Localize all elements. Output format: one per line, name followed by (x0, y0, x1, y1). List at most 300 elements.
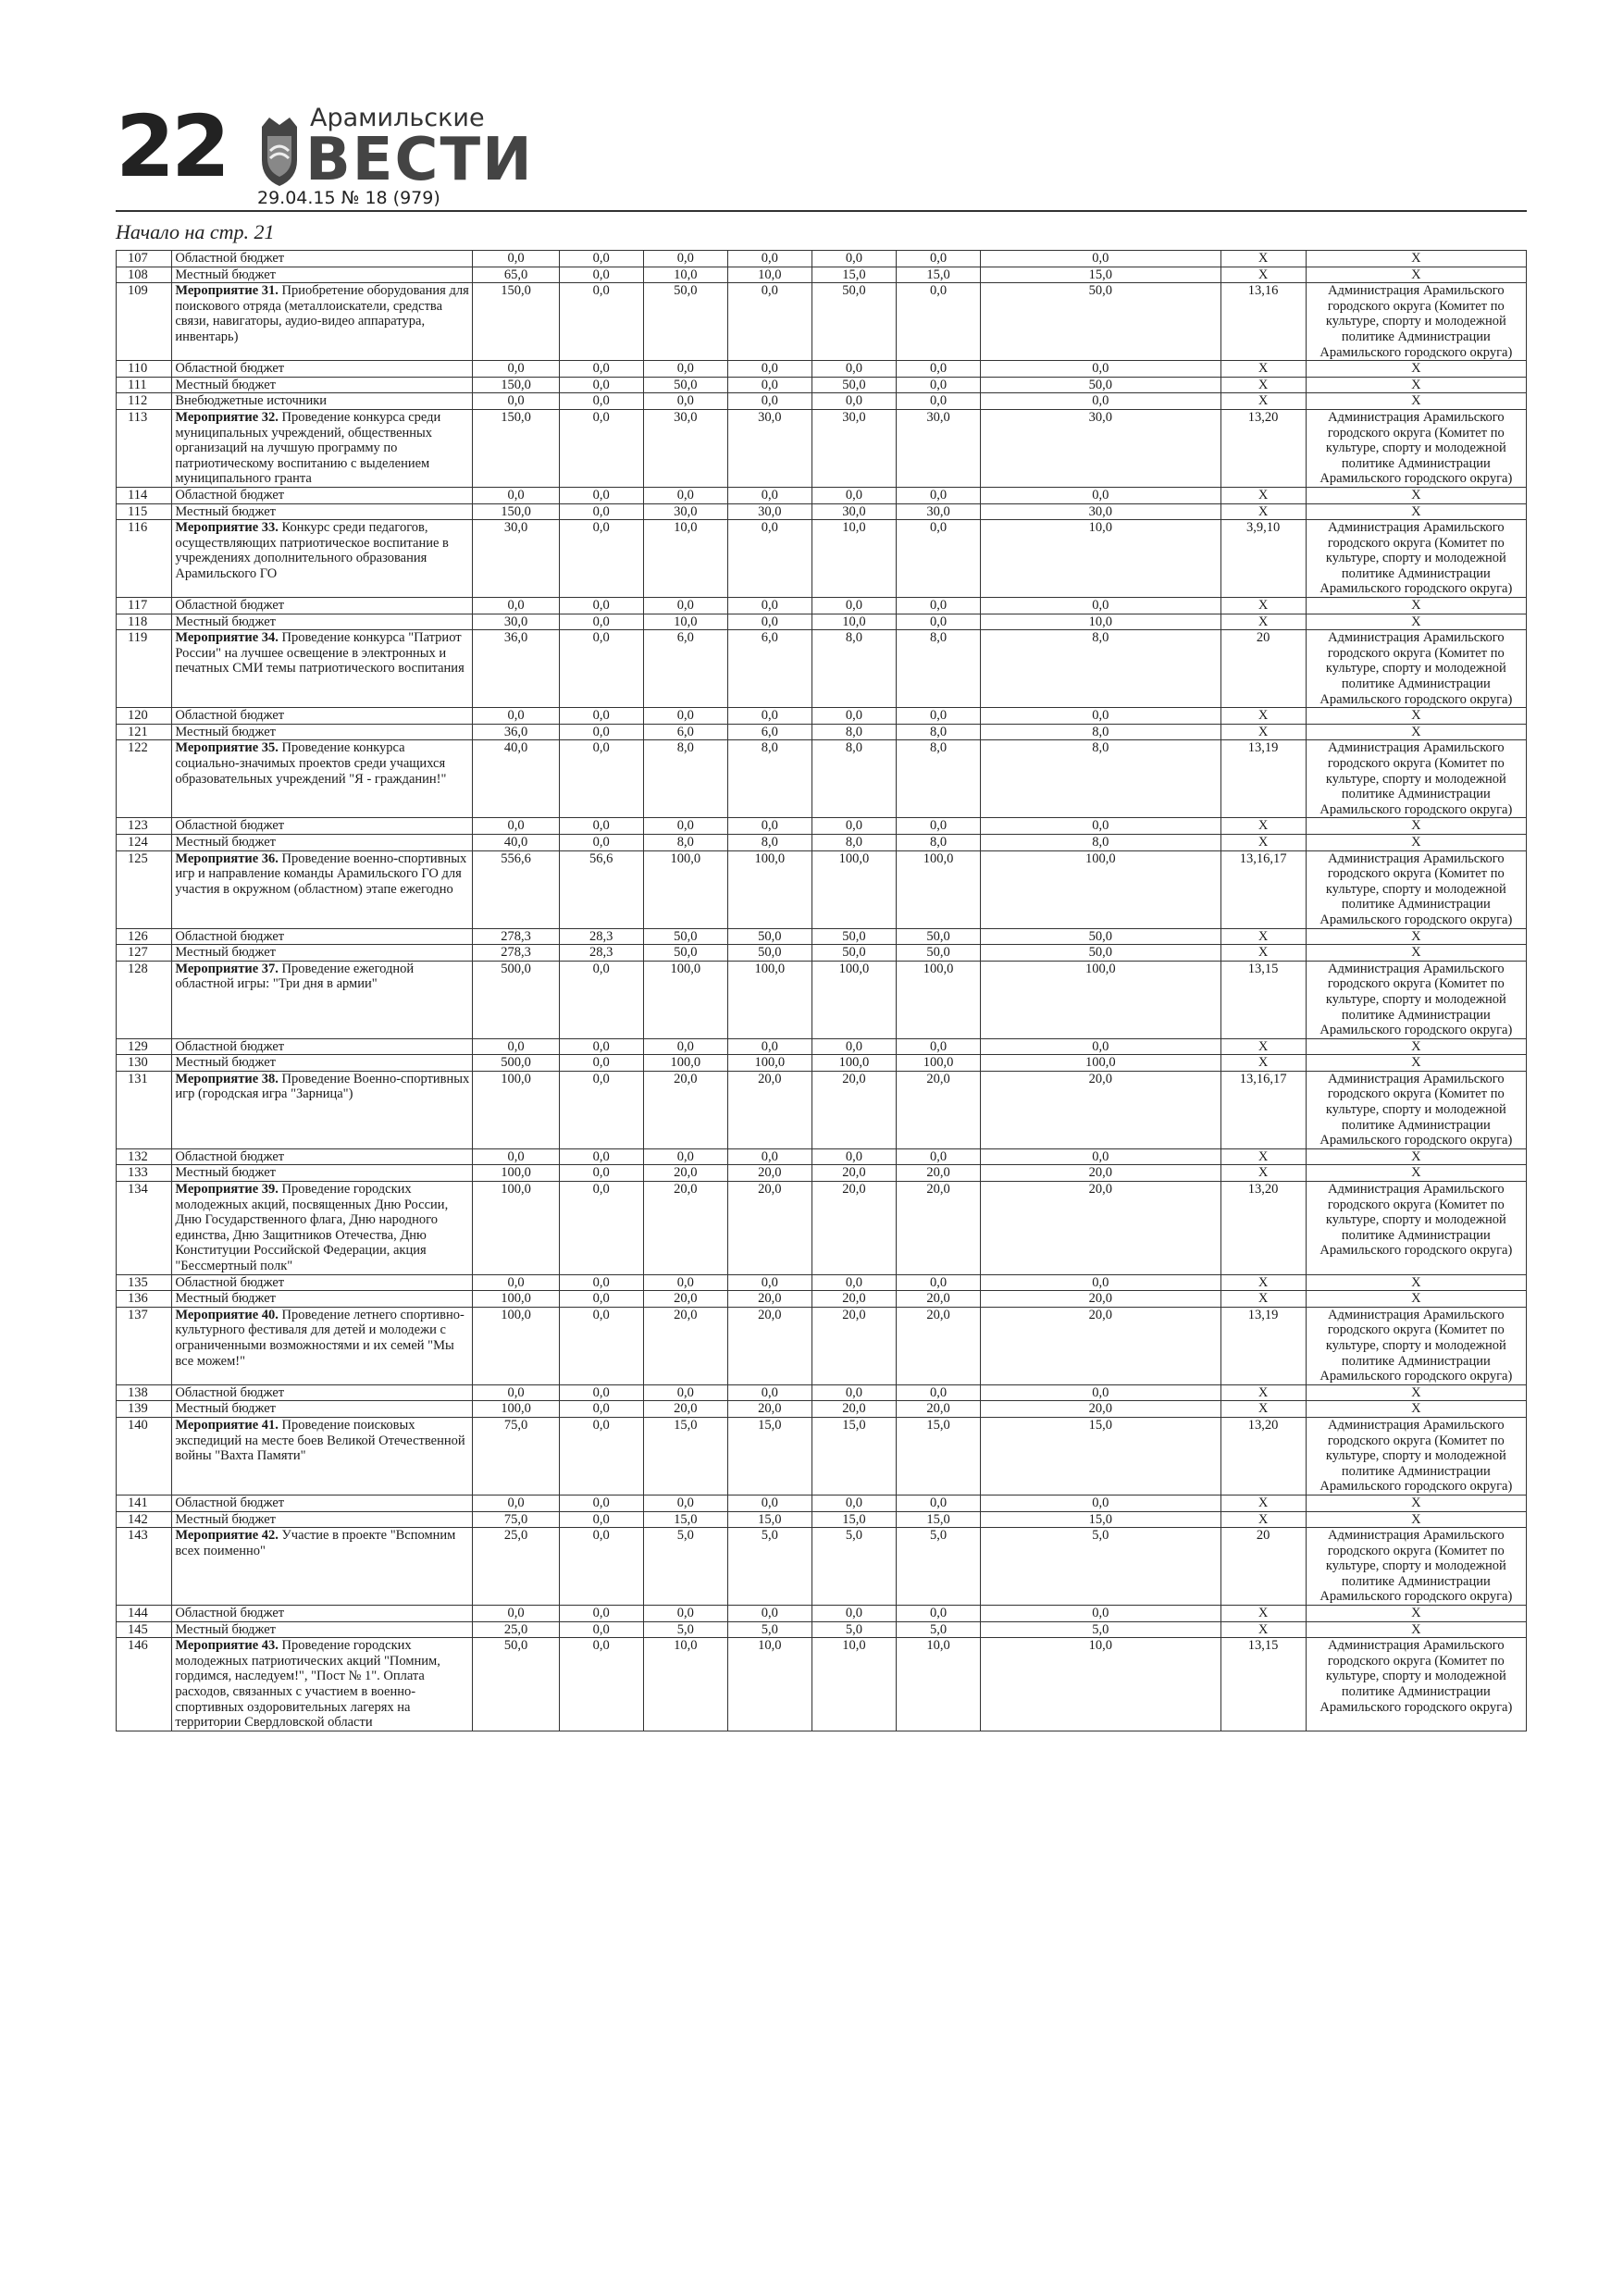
executor-cell: Х (1306, 361, 1526, 378)
value-cell: 0,0 (727, 708, 812, 725)
value-cell: 0,0 (727, 1274, 812, 1291)
value-cell: 5,0 (812, 1621, 896, 1638)
target-indicator-cell: Х (1220, 361, 1306, 378)
header-divider (116, 210, 1527, 212)
value-cell: 0,0 (559, 834, 643, 850)
table-row (117, 520, 1527, 598)
target-indicator-cell: Х (1220, 1401, 1306, 1418)
table-row (117, 614, 1527, 630)
value-cell: 10,0 (812, 614, 896, 630)
executor-cell: Администрация Арамильского городского округа (Комитет по культуре, спорту и молодежной политике Администрации Арамильского городского округа) (1306, 1071, 1526, 1148)
value-cell: 0,0 (727, 1606, 812, 1622)
value-cell: 50,0 (727, 928, 812, 945)
value-cell: 15,0 (643, 1417, 727, 1495)
table-row (117, 283, 1527, 361)
value-cell: 25,0 (473, 1528, 559, 1606)
table-row (117, 1148, 1527, 1165)
value-cell: 0,0 (896, 1384, 980, 1401)
value-cell: 0,0 (473, 1148, 559, 1165)
value-cell: 10,0 (727, 1638, 812, 1731)
value-cell: 0,0 (559, 961, 643, 1038)
measure-label: Мероприятие 37. (175, 961, 279, 976)
value-cell: 0,0 (812, 1148, 896, 1165)
executor-cell: Х (1306, 1606, 1526, 1622)
measure-label: Мероприятие 34. (175, 630, 279, 646)
value-cell: 20,0 (981, 1401, 1220, 1418)
value-cell: 0,0 (896, 251, 980, 267)
table-row (117, 834, 1527, 850)
table-row (117, 409, 1527, 487)
value-cell: 8,0 (643, 834, 727, 850)
value-cell: 0,0 (896, 598, 980, 614)
row-number: 114 (117, 487, 172, 503)
value-cell: 50,0 (643, 928, 727, 945)
value-cell: 0,0 (559, 267, 643, 283)
page-number: 22 (116, 97, 228, 196)
value-cell: 100,0 (727, 1055, 812, 1072)
value-cell: 30,0 (981, 503, 1220, 520)
value-cell: 10,0 (643, 614, 727, 630)
value-cell: 0,0 (559, 630, 643, 708)
value-cell: 0,0 (559, 1511, 643, 1528)
row-number: 121 (117, 724, 172, 740)
row-description (172, 834, 473, 850)
row-number: 122 (117, 740, 172, 818)
value-cell: 0,0 (559, 503, 643, 520)
target-indicator-cell: Х (1220, 503, 1306, 520)
table-row (117, 1165, 1527, 1182)
value-cell: 100,0 (812, 1055, 896, 1072)
row-description (172, 361, 473, 378)
table-row (117, 928, 1527, 945)
value-cell: 0,0 (727, 1038, 812, 1055)
value-cell: 5,0 (643, 1621, 727, 1638)
value-cell: 0,0 (643, 1384, 727, 1401)
value-cell: 0,0 (559, 1055, 643, 1072)
measure-text: Внебюджетные источники (175, 393, 328, 409)
row-number: 108 (117, 267, 172, 283)
value-cell: 5,0 (981, 1621, 1220, 1638)
value-cell: 50,0 (981, 945, 1220, 962)
target-indicator-cell: Х (1220, 724, 1306, 740)
value-cell: 30,0 (643, 503, 727, 520)
target-indicator-cell: Х (1220, 1606, 1306, 1622)
target-indicator-cell: 13,16,17 (1220, 850, 1306, 928)
measure-label: Мероприятие 38. (175, 1071, 279, 1086)
value-cell: 0,0 (981, 361, 1220, 378)
executor-cell: Х (1306, 1038, 1526, 1055)
table-row (117, 1606, 1527, 1622)
table-row (117, 267, 1527, 283)
target-indicator-cell: 20 (1220, 630, 1306, 708)
value-cell: 100,0 (643, 1055, 727, 1072)
row-number: 139 (117, 1401, 172, 1418)
row-description (172, 1055, 473, 1072)
measure-text: Областной бюджет (175, 1274, 285, 1290)
value-cell: 0,0 (727, 598, 812, 614)
value-cell: 0,0 (559, 377, 643, 393)
value-cell: 0,0 (559, 740, 643, 818)
measure-text: Местный бюджет (175, 834, 276, 850)
executor-cell: Х (1306, 1291, 1526, 1308)
row-number: 111 (117, 377, 172, 393)
row-description (172, 708, 473, 725)
target-indicator-cell: Х (1220, 708, 1306, 725)
executor-cell: Х (1306, 377, 1526, 393)
value-cell: 0,0 (727, 377, 812, 393)
table-row (117, 708, 1527, 725)
value-cell: 15,0 (812, 267, 896, 283)
measure-text: Проведение поисковых экспедиций на месте боев Великой Отечественной войны "Вахта Памяти" (175, 1417, 465, 1464)
value-cell: 75,0 (473, 1511, 559, 1528)
value-cell: 75,0 (473, 1417, 559, 1495)
executor-cell: Х (1306, 834, 1526, 850)
measure-text: Местный бюджет (175, 503, 276, 519)
row-description (172, 251, 473, 267)
value-cell: 0,0 (896, 1038, 980, 1055)
value-cell: 0,0 (643, 1495, 727, 1511)
measure-text: Проведение военно-спортивных игр и направление команды Арамильского ГО для участия в окружном (областном) этапе ежегодно (175, 850, 467, 897)
value-cell: 150,0 (473, 377, 559, 393)
value-cell: 15,0 (896, 1417, 980, 1495)
target-indicator-cell: Х (1220, 1148, 1306, 1165)
target-indicator-cell: Х (1220, 818, 1306, 835)
executor-cell: Х (1306, 393, 1526, 410)
value-cell: 0,0 (559, 1148, 643, 1165)
target-indicator-cell: 13,16 (1220, 283, 1306, 361)
executor-cell: Х (1306, 1274, 1526, 1291)
value-cell: 20,0 (896, 1307, 980, 1384)
measure-text: Проведение конкурса среди муниципальных учреждений, общественных организаций на лучшую программу по патриотическому воспитанию с выделением муниципального гранта (175, 409, 441, 487)
row-number: 120 (117, 708, 172, 725)
row-number: 146 (117, 1638, 172, 1731)
value-cell: 28,3 (559, 945, 643, 962)
value-cell: 0,0 (473, 598, 559, 614)
target-indicator-cell: 13,20 (1220, 409, 1306, 487)
value-cell: 100,0 (812, 961, 896, 1038)
value-cell: 6,0 (643, 630, 727, 708)
target-indicator-cell: Х (1220, 1055, 1306, 1072)
value-cell: 278,3 (473, 928, 559, 945)
value-cell: 5,0 (981, 1528, 1220, 1606)
executor-cell: Х (1306, 1055, 1526, 1072)
row-description (172, 724, 473, 740)
row-number: 127 (117, 945, 172, 962)
measure-label: Мероприятие 35. (175, 740, 279, 756)
measure-text: Проведение конкурса социально-значимых проектов среди учащихся образовательных учреждений "Я - гражданин!" (175, 740, 447, 787)
measure-text: Местный бюджет (175, 1621, 276, 1637)
row-description (172, 740, 473, 818)
row-number: 138 (117, 1384, 172, 1401)
value-cell: 0,0 (559, 393, 643, 410)
row-number: 125 (117, 850, 172, 928)
value-cell: 0,0 (812, 487, 896, 503)
value-cell: 30,0 (473, 520, 559, 598)
row-number: 144 (117, 1606, 172, 1622)
value-cell: 0,0 (559, 1274, 643, 1291)
executor-cell: Х (1306, 1384, 1526, 1401)
value-cell: 0,0 (559, 487, 643, 503)
measure-text: Приобретение оборудования для поискового отряда (металлоискатели, средства связи, навигаторы, аудио-видео аппаратура, инвентарь) (175, 283, 469, 344)
value-cell: 20,0 (981, 1071, 1220, 1148)
target-indicator-cell: Х (1220, 1495, 1306, 1511)
value-cell: 10,0 (643, 267, 727, 283)
row-number: 107 (117, 251, 172, 267)
measure-label: Мероприятие 39. (175, 1182, 279, 1198)
executor-cell: Администрация Арамильского городского округа (Комитет по культуре, спорту и молодежной политике Администрации Арамильского городского округа) (1306, 283, 1526, 361)
value-cell: 10,0 (896, 1638, 980, 1731)
measure-text: Областной бюджет (175, 1606, 285, 1621)
row-description (172, 598, 473, 614)
table-row (117, 598, 1527, 614)
value-cell: 50,0 (812, 377, 896, 393)
value-cell: 8,0 (812, 740, 896, 818)
measure-text: Областной бюджет (175, 1384, 285, 1400)
value-cell: 5,0 (643, 1528, 727, 1606)
value-cell: 0,0 (643, 1038, 727, 1055)
target-indicator-cell: 13,16,17 (1220, 1071, 1306, 1148)
measure-text: Проведение конкурса "Патриот России" на лучшее освещение в электронных и печатных СМИ темы патриотического воспитания (175, 630, 465, 676)
target-indicator-cell: Х (1220, 1165, 1306, 1182)
value-cell: 8,0 (981, 724, 1220, 740)
value-cell: 8,0 (812, 630, 896, 708)
measure-text: Местный бюджет (175, 1165, 276, 1181)
value-cell: 10,0 (981, 1638, 1220, 1731)
table-row (117, 1182, 1527, 1275)
value-cell: 20,0 (812, 1182, 896, 1275)
budget-table (116, 250, 1527, 1731)
value-cell: 0,0 (559, 1606, 643, 1622)
value-cell: 0,0 (896, 393, 980, 410)
value-cell: 0,0 (559, 1384, 643, 1401)
executor-cell: Х (1306, 598, 1526, 614)
row-description (172, 1291, 473, 1308)
value-cell: 0,0 (473, 818, 559, 835)
value-cell: 20,0 (643, 1291, 727, 1308)
value-cell: 6,0 (727, 630, 812, 708)
value-cell: 500,0 (473, 961, 559, 1038)
measure-text: Местный бюджет (175, 267, 276, 282)
value-cell: 0,0 (643, 1274, 727, 1291)
row-description (172, 1307, 473, 1384)
value-cell: 20,0 (643, 1071, 727, 1148)
value-cell: 100,0 (727, 850, 812, 928)
row-description (172, 1495, 473, 1511)
value-cell: 20,0 (643, 1401, 727, 1418)
value-cell: 65,0 (473, 267, 559, 283)
value-cell: 15,0 (812, 1417, 896, 1495)
value-cell: 0,0 (812, 1274, 896, 1291)
row-number: 118 (117, 614, 172, 630)
value-cell: 100,0 (473, 1165, 559, 1182)
value-cell: 0,0 (559, 708, 643, 725)
executor-cell: Администрация Арамильского городского округа (Комитет по культуре, спорту и молодежной политике Администрации Арамильского городского округа) (1306, 520, 1526, 598)
value-cell: 100,0 (473, 1401, 559, 1418)
row-number: 124 (117, 834, 172, 850)
measure-text: Местный бюджет (175, 1055, 276, 1071)
value-cell: 20,0 (727, 1165, 812, 1182)
row-description (172, 1606, 473, 1622)
value-cell: 0,0 (727, 487, 812, 503)
executor-cell: Администрация Арамильского городского округа (Комитет по культуре, спорту и молодежной политике Администрации Арамильского городского округа) (1306, 850, 1526, 928)
value-cell: 20,0 (896, 1071, 980, 1148)
table-row (117, 740, 1527, 818)
value-cell: 30,0 (473, 614, 559, 630)
value-cell: 0,0 (981, 708, 1220, 725)
value-cell: 40,0 (473, 834, 559, 850)
value-cell: 100,0 (473, 1071, 559, 1148)
measure-text: Проведение Военно-спортивных игр (городская игра "Зарница") (175, 1071, 470, 1102)
measure-text: Областной бюджет (175, 1148, 285, 1164)
row-number: 117 (117, 598, 172, 614)
measure-text: Проведение ежегодной областной игры: "Три дня в армии" (175, 961, 415, 992)
executor-cell: Х (1306, 1621, 1526, 1638)
value-cell: 0,0 (727, 520, 812, 598)
value-cell: 0,0 (643, 393, 727, 410)
row-number: 143 (117, 1528, 172, 1606)
value-cell: 556,6 (473, 850, 559, 928)
value-cell: 15,0 (812, 1511, 896, 1528)
executor-cell: Администрация Арамильского городского округа (Комитет по культуре, спорту и молодежной политике Администрации Арамильского городского округа) (1306, 1307, 1526, 1384)
row-description (172, 1182, 473, 1275)
row-description (172, 1274, 473, 1291)
value-cell: 0,0 (727, 1495, 812, 1511)
value-cell: 5,0 (896, 1621, 980, 1638)
value-cell: 8,0 (727, 740, 812, 818)
value-cell: 0,0 (473, 1274, 559, 1291)
executor-cell: Х (1306, 614, 1526, 630)
value-cell: 100,0 (473, 1182, 559, 1275)
row-description (172, 409, 473, 487)
value-cell: 20,0 (896, 1182, 980, 1275)
target-indicator-cell: Х (1220, 1274, 1306, 1291)
value-cell: 0,0 (727, 361, 812, 378)
value-cell: 20,0 (727, 1401, 812, 1418)
value-cell: 0,0 (559, 409, 643, 487)
table-row (117, 850, 1527, 928)
value-cell: 5,0 (896, 1528, 980, 1606)
executor-cell: Х (1306, 945, 1526, 962)
row-description (172, 961, 473, 1038)
measure-label: Мероприятие 31. (175, 283, 279, 299)
target-indicator-cell: Х (1220, 487, 1306, 503)
target-indicator-cell: Х (1220, 1621, 1306, 1638)
measure-text: Областной бюджет (175, 708, 285, 724)
value-cell: 100,0 (727, 961, 812, 1038)
measure-text: Проведение городских молодежных акций, посвященных Дню России, Дню Государственного флага, Дню народного единства, Дню Защитников Отечества, Дню Конституции Российской Федерации, акция "Бессмертный полк" (175, 1182, 449, 1273)
row-description (172, 377, 473, 393)
measure-text: Местный бюджет (175, 1401, 276, 1417)
value-cell: 0,0 (559, 598, 643, 614)
table-row (117, 1621, 1527, 1638)
target-indicator-cell: Х (1220, 251, 1306, 267)
value-cell: 50,0 (812, 928, 896, 945)
executor-cell: Х (1306, 1165, 1526, 1182)
value-cell: 0,0 (812, 818, 896, 835)
value-cell: 0,0 (896, 1148, 980, 1165)
value-cell: 0,0 (559, 1495, 643, 1511)
executor-cell: Администрация Арамильского городского округа (Комитет по культуре, спорту и молодежной политике Администрации Арамильского городского округа) (1306, 1638, 1526, 1731)
value-cell: 0,0 (896, 1274, 980, 1291)
value-cell: 100,0 (643, 850, 727, 928)
target-indicator-cell: Х (1220, 1384, 1306, 1401)
value-cell: 0,0 (896, 361, 980, 378)
value-cell: 50,0 (896, 945, 980, 962)
target-indicator-cell: Х (1220, 834, 1306, 850)
value-cell: 30,0 (727, 503, 812, 520)
row-description (172, 1038, 473, 1055)
row-description (172, 267, 473, 283)
row-description (172, 1528, 473, 1606)
row-description (172, 283, 473, 361)
executor-cell: Х (1306, 503, 1526, 520)
value-cell: 150,0 (473, 409, 559, 487)
value-cell: 0,0 (559, 1071, 643, 1148)
value-cell: 8,0 (896, 834, 980, 850)
value-cell: 10,0 (643, 520, 727, 598)
executor-cell: Х (1306, 1511, 1526, 1528)
value-cell: 10,0 (981, 614, 1220, 630)
value-cell: 100,0 (812, 850, 896, 928)
value-cell: 20,0 (981, 1307, 1220, 1384)
table-row (117, 724, 1527, 740)
table-row (117, 1495, 1527, 1511)
executor-cell: Администрация Арамильского городского округа (Комитет по культуре, спорту и молодежной политике Администрации Арамильского городского округа) (1306, 740, 1526, 818)
measure-text: Местный бюджет (175, 724, 276, 739)
value-cell: 36,0 (473, 630, 559, 708)
value-cell: 15,0 (981, 267, 1220, 283)
table-row (117, 1055, 1527, 1072)
executor-cell: Администрация Арамильского городского округа (Комитет по культуре, спорту и молодежной политике Администрации Арамильского городского округа) (1306, 630, 1526, 708)
executor-cell: Х (1306, 251, 1526, 267)
row-number: 132 (117, 1148, 172, 1165)
target-indicator-cell: Х (1220, 393, 1306, 410)
measure-text: Областной бюджет (175, 487, 285, 503)
row-description (172, 1148, 473, 1165)
target-indicator-cell: 13,19 (1220, 1307, 1306, 1384)
table-row (117, 1528, 1527, 1606)
value-cell: 100,0 (643, 961, 727, 1038)
value-cell: 30,0 (643, 409, 727, 487)
value-cell: 20,0 (643, 1165, 727, 1182)
executor-cell: Администрация Арамильского городского округа (Комитет по культуре, спорту и молодежной политике Администрации Арамильского городского округа) (1306, 409, 1526, 487)
value-cell: 10,0 (812, 520, 896, 598)
row-description (172, 1621, 473, 1638)
value-cell: 0,0 (812, 1038, 896, 1055)
executor-cell: Х (1306, 487, 1526, 503)
value-cell: 0,0 (981, 487, 1220, 503)
row-number: 128 (117, 961, 172, 1038)
measure-text: Местный бюджет (175, 945, 276, 961)
value-cell: 20,0 (981, 1291, 1220, 1308)
value-cell: 0,0 (727, 818, 812, 835)
value-cell: 30,0 (812, 503, 896, 520)
measure-text: Местный бюджет (175, 614, 276, 629)
value-cell: 0,0 (559, 818, 643, 835)
value-cell: 0,0 (981, 1148, 1220, 1165)
target-indicator-cell: 3,9,10 (1220, 520, 1306, 598)
value-cell: 28,3 (559, 928, 643, 945)
value-cell: 20,0 (727, 1071, 812, 1148)
value-cell: 0,0 (473, 1495, 559, 1511)
value-cell: 8,0 (643, 740, 727, 818)
table-row (117, 503, 1527, 520)
value-cell: 20,0 (812, 1307, 896, 1384)
value-cell: 36,0 (473, 724, 559, 740)
value-cell: 50,0 (643, 283, 727, 361)
target-indicator-cell: 13,15 (1220, 961, 1306, 1038)
measure-text: Областной бюджет (175, 1495, 285, 1510)
